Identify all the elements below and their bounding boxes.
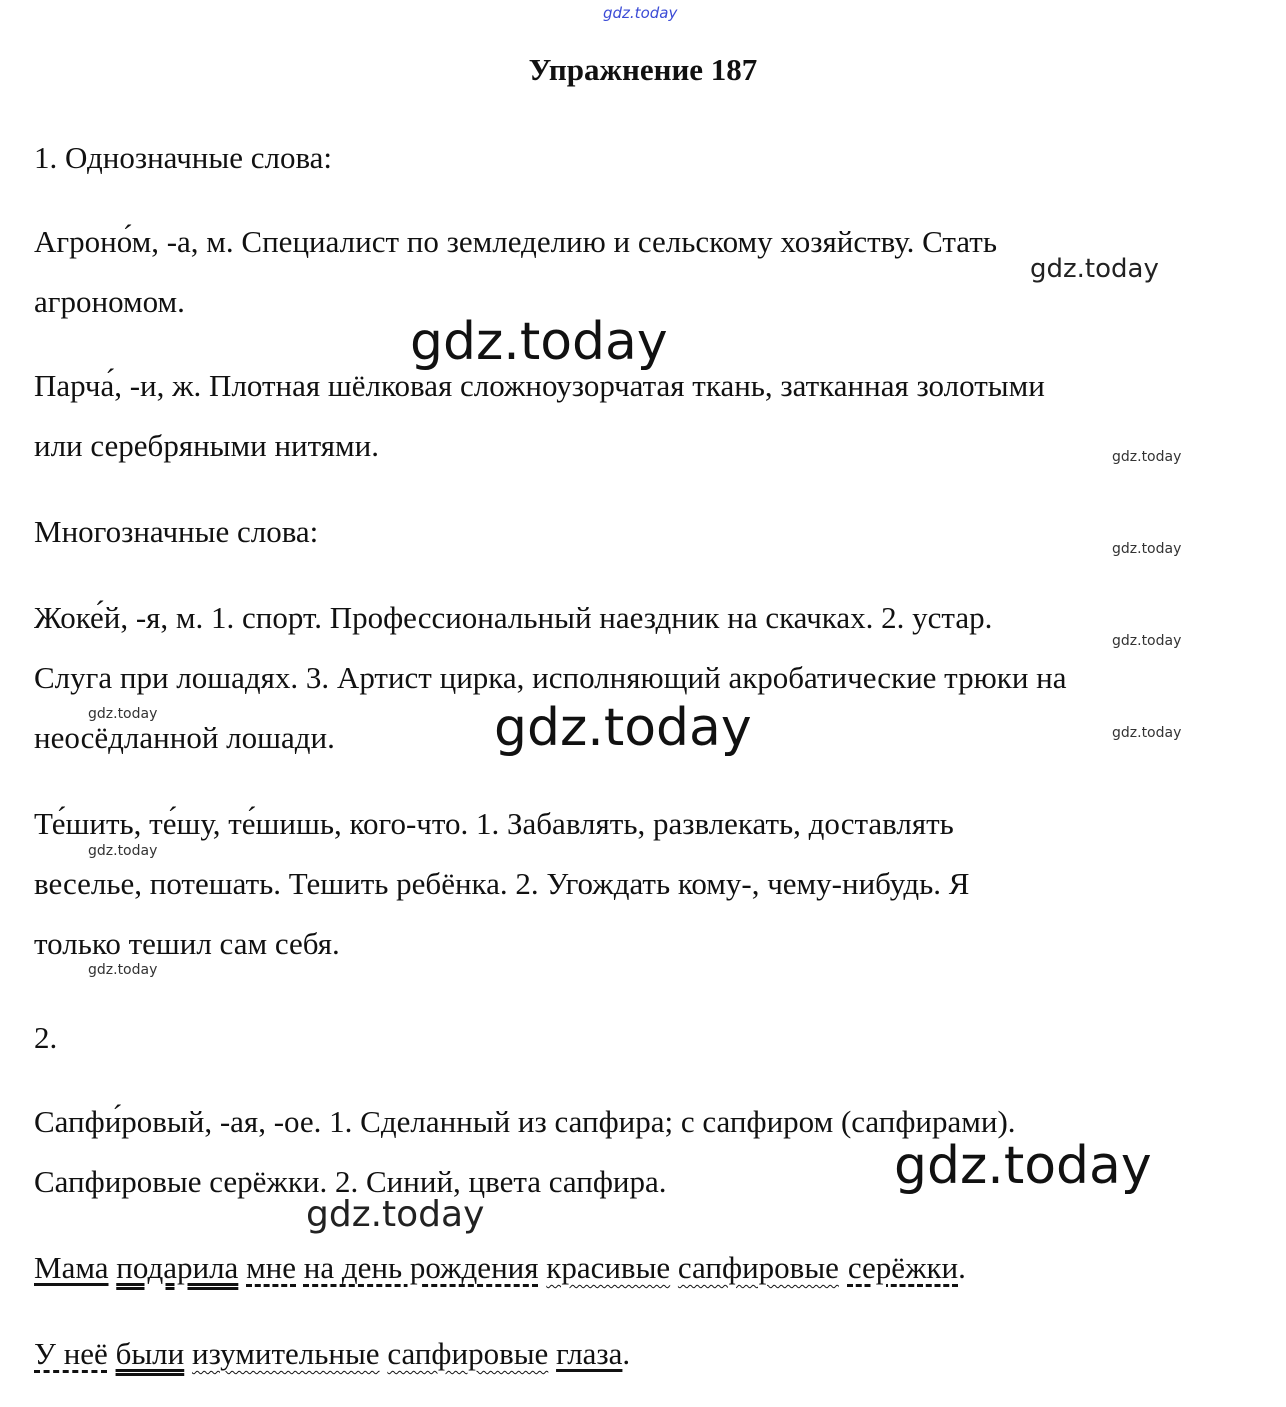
watermark: gdz.today (1030, 254, 1159, 284)
entry-teshit-line-2: веселье, потешать. Тешить ребёнка. 2. Угождать кому-, чему-нибудь. Я (34, 866, 970, 901)
adverbial-phrase: на день рождения (303, 1250, 539, 1285)
watermark: gdz.today (410, 312, 668, 372)
entry-teshit-line-3: только тешил сам себя. (34, 926, 340, 961)
watermark: gdz.today (1112, 725, 1182, 741)
watermark: gdz.today (494, 698, 752, 758)
watermark: gdz.today (88, 706, 158, 722)
watermark: gdz.today (1112, 449, 1182, 465)
entry-jockey-line-1: Жоке́й, -я, м. 1. спорт. Профессиональный наездник на скачках. 2. устар. (34, 600, 993, 635)
watermark: gdz.today (88, 962, 158, 978)
entry-parcha-line-1: Парча́, -и, ж. Плотная шёлковая сложноузорчатая ткань, затканная золотыми (34, 368, 1045, 403)
watermark: gdz.today (1112, 541, 1182, 557)
attribute-word-2: сапфировые (387, 1336, 549, 1371)
attribute-word-2: сапфировые (677, 1250, 839, 1285)
sentence-end: . (958, 1250, 966, 1285)
subject-word: глаза (556, 1336, 623, 1371)
entry-teshit-line-1: Те́шить, те́шу, те́шишь, кого-что. 1. Забавлять, развлекать, доставлять (34, 806, 954, 841)
entry-agronom-line-1: Агроно́м, -а, м. Специалист по земледелию и сельскому хозяйству. Стать (34, 224, 997, 259)
attribute-word-1: красивые (546, 1250, 671, 1285)
entry-sapfirovy-line-1: Сапфи́ровый, -ая, -ое. 1. Сделанный из сапфира; с сапфиром (сапфирами). (34, 1104, 1016, 1139)
page-title: Упражнение 187 (528, 52, 758, 87)
entry-parcha-line-2: или серебряными нитями. (34, 428, 379, 463)
watermark: gdz.today (88, 843, 158, 859)
attribute-word-1: изумительные (191, 1336, 380, 1371)
example-sentence-2 (34, 1336, 630, 1372)
entry-agronom-line-2: агрономом. (34, 284, 185, 319)
entry-sapfirovy-line-2: Сапфировые серёжки. 2. Синий, цвета сапфира. (34, 1164, 667, 1199)
entry-jockey-line-2: Слуга при лошадях. 3. Артист цирка, исполняющий акробатические трюки на (34, 660, 1067, 695)
subject-word: Мама (34, 1250, 109, 1285)
example-sentence-1 (34, 1250, 966, 1286)
section-1-heading: 1. Однозначные слова: (34, 140, 333, 175)
watermark: gdz.today (894, 1136, 1152, 1196)
watermark-top: gdz.today (603, 4, 678, 22)
object-word: мне (246, 1250, 297, 1285)
entry-jockey-line-3: неосёдланной лошади. (34, 720, 335, 755)
sentence-end: . (622, 1336, 631, 1371)
watermark: gdz.today (1112, 633, 1182, 649)
section-2-heading: 2. (34, 1020, 58, 1055)
predicate-word: были (115, 1336, 185, 1371)
predicate-word: подарила (116, 1250, 239, 1285)
polysemous-heading: Многозначные слова: (34, 514, 319, 549)
object-word-2: серёжки (847, 1250, 959, 1285)
adverbial-word: У неё (34, 1336, 108, 1371)
watermark: gdz.today (306, 1194, 485, 1235)
